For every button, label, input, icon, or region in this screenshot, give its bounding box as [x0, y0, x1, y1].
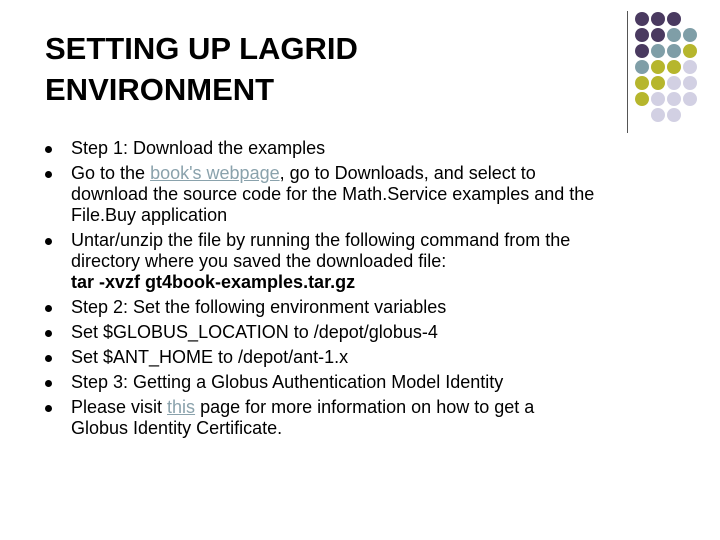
decorative-dot: [667, 44, 681, 58]
decorative-dot: [635, 76, 649, 90]
this-page-link[interactable]: this: [167, 397, 196, 417]
decorative-dot: [651, 60, 665, 74]
bullet-dot-icon: [45, 305, 52, 312]
bullet-dot-icon: [45, 355, 52, 362]
decorative-dot: [667, 92, 681, 106]
bullet-line: Untar/unzip the file by running the following command from the: [71, 230, 571, 250]
bullet-dot-icon: [45, 380, 52, 387]
bullet-text: , go to Downloads, and select to: [279, 163, 536, 183]
decorative-dot: [667, 60, 681, 74]
decorative-dot: [651, 92, 665, 106]
bullet-line: directory where you saved the downloaded file:: [71, 251, 447, 271]
bullet-text: Step 2: Set the following environment variables: [71, 297, 447, 317]
slide-title-line-1: SETTING UP LAGRID: [45, 31, 358, 66]
bullet-item: [45, 347, 705, 368]
bullet-text: Set $ANT_HOME to /depot/ant-1.x: [71, 347, 349, 367]
decorative-dot: [683, 92, 697, 106]
bullet-text: Step 3: Getting a Globus Authentication Model Identity: [71, 372, 504, 392]
decorative-dot: [683, 60, 697, 74]
bullet-line: download the source code for the Math.Service examples and the: [71, 184, 595, 204]
decorative-dot: [651, 76, 665, 90]
decorative-dot: [651, 108, 665, 122]
bullet-item: [45, 230, 705, 293]
decorative-dot: [635, 44, 649, 58]
decorative-dot: [667, 12, 681, 26]
bullet-line: Globus Identity Certificate.: [71, 418, 283, 438]
bullet-dot-icon: [45, 171, 52, 178]
bullet-dot-icon: [45, 238, 52, 245]
decorative-dot: [683, 76, 697, 90]
slide-title-line-2: ENVIRONMENT: [45, 72, 275, 107]
tar-command: tar -xvzf gt4book-examples.tar.gz: [71, 272, 356, 292]
decorative-dot: [635, 28, 649, 42]
bullet-item: [45, 163, 705, 226]
bullet-item: [45, 397, 705, 439]
decorative-dot: [667, 28, 681, 42]
bullet-dot-icon: [45, 146, 52, 153]
bullet-line: [71, 163, 705, 184]
slide-title: [45, 28, 358, 110]
bullet-list: [45, 138, 705, 443]
bullet-item: [45, 297, 705, 318]
decorative-dot: [635, 60, 649, 74]
decorative-dot: [635, 12, 649, 26]
books-webpage-link[interactable]: book's webpage: [150, 163, 280, 183]
bullet-text: Go to the: [71, 163, 151, 183]
decorative-dot: [683, 44, 697, 58]
decorative-dot: [667, 76, 681, 90]
decorative-dot: [683, 28, 697, 42]
bullet-dot-icon: [45, 405, 52, 412]
bullet-text: Set $GLOBUS_LOCATION to /depot/globus-4: [71, 322, 438, 342]
decorative-dot: [651, 28, 665, 42]
decorative-dot: [635, 92, 649, 106]
bullet-line: File.Buy application: [71, 205, 228, 225]
bullet-text: page for more information on how to get a: [195, 397, 535, 417]
bullet-line: [71, 397, 705, 418]
decorative-divider: [627, 11, 628, 133]
bullet-item: [45, 138, 705, 159]
decorative-dot: [651, 12, 665, 26]
bullet-dot-icon: [45, 330, 52, 337]
bullet-item: [45, 372, 705, 393]
decorative-dot: [651, 44, 665, 58]
bullet-text: Please visit: [71, 397, 168, 417]
decorative-dot: [667, 108, 681, 122]
bullet-item: [45, 322, 705, 343]
bullet-text: Step 1: Download the examples: [71, 138, 326, 158]
